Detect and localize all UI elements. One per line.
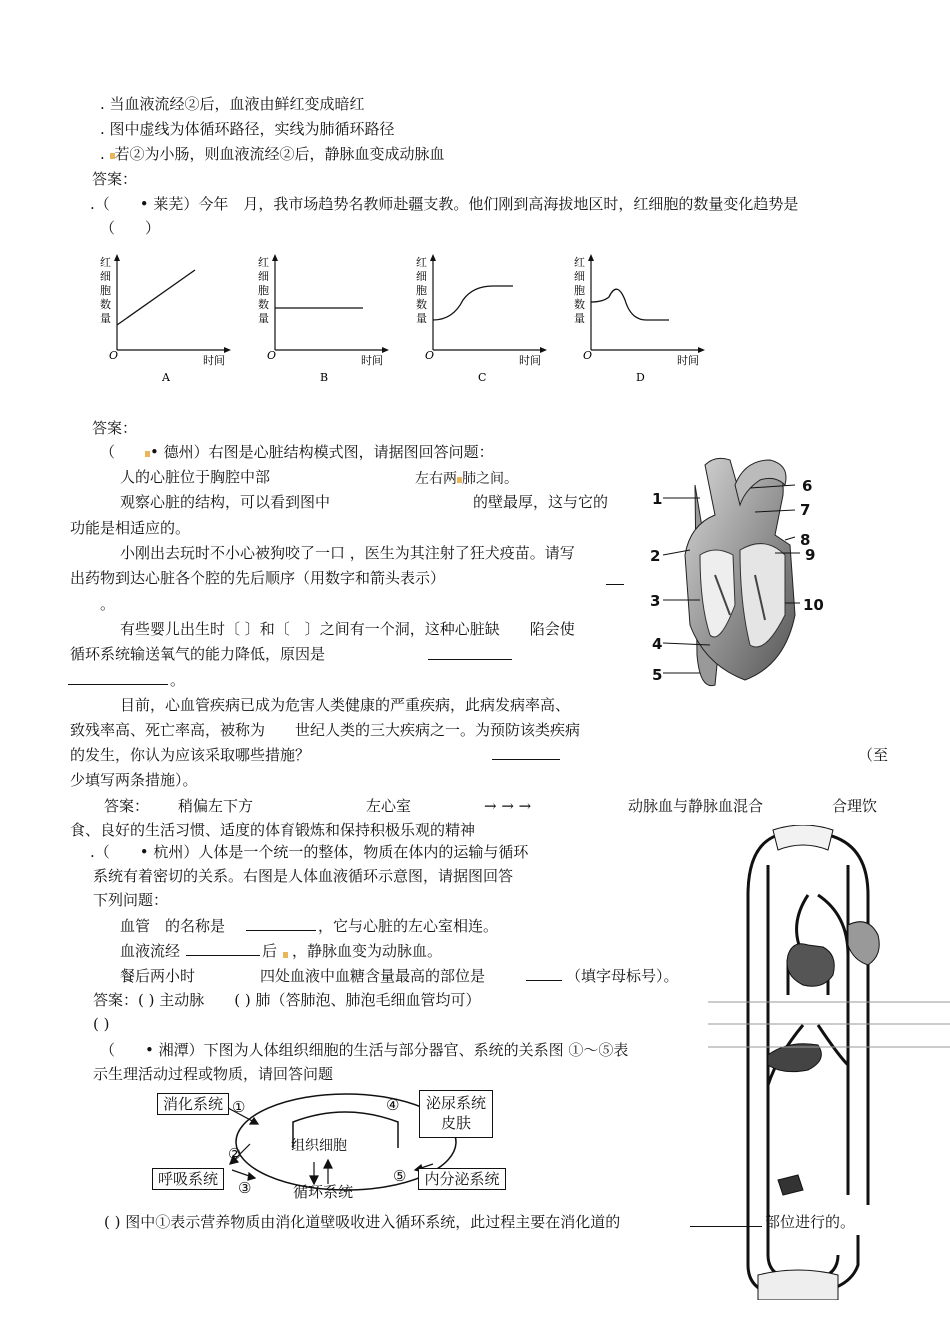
heart-ans4: 动脉血与静脉血混合 — [628, 797, 764, 815]
y-label-char: 数 — [574, 298, 585, 311]
heart-s5b: 致残率高、死亡率高，被称为 世纪人类的三大疾病之一。为预防该类疾病 — [70, 721, 581, 739]
num-1: ① — [232, 1098, 246, 1116]
heart-label-3: 3 — [650, 592, 661, 610]
heart-ans6: 食、良好的生活习惯、适度的体育锻炼和保持积极乐观的精神 — [70, 821, 476, 839]
heart-s3b: 出药物到达心脏各个腔的先后顺序（用数字和箭头表示） — [70, 569, 446, 587]
y-label-char: 红 — [258, 256, 269, 269]
x-label: 时间 — [519, 354, 541, 367]
num-4: ④ — [386, 1096, 400, 1114]
q-altitude-line2: （ ） — [100, 219, 161, 237]
num-2: ② — [228, 1145, 242, 1163]
y-label-char: 红 — [100, 256, 111, 269]
heart-s4b: 循环系统输送氧气的能力降低，原因是 — [70, 645, 326, 663]
y-label-char: 细 — [100, 270, 111, 283]
heart-s1a: 人的心脏位于胸腔中部 — [120, 468, 271, 486]
origin-label: O — [425, 349, 435, 362]
graph-c — [416, 254, 547, 384]
circ-ans: 答案：( ) 主动脉 ( ) 肺（答肺泡、肺泡毛细血管均可） — [93, 991, 481, 1009]
blank-site-2[interactable] — [690, 1210, 762, 1227]
y-label-char: 红 — [416, 256, 427, 269]
answer-label-2: 答案： — [92, 419, 138, 437]
heart-s2a: 观察心脏的结构，可以看到图中 — [120, 493, 331, 511]
heart-s5c: 的发生，你认为应该采取哪些措施？ — [70, 746, 311, 764]
blank-organ[interactable] — [186, 939, 260, 956]
heart-s3c: 。 — [100, 595, 116, 613]
num-3: ③ — [238, 1179, 252, 1197]
q-heart-intro: （ • 德州）右图是心脏结构模式图，请据图回答问题： — [100, 443, 494, 461]
blank-measures[interactable] — [492, 743, 560, 760]
heart-s5d: （至 — [858, 746, 889, 764]
heart-ans5: 合理饮 — [832, 797, 878, 815]
graph-d — [574, 254, 705, 384]
blank-reason-2[interactable] — [68, 668, 168, 685]
graph-a — [100, 254, 231, 384]
y-label-char: 数 — [416, 298, 427, 311]
y-label-char: 数 — [258, 298, 269, 311]
blank-vessel[interactable] — [246, 914, 316, 931]
graph-label: C — [478, 371, 487, 384]
circ-s1b: ，它与心脏的左心室相连。 — [318, 917, 499, 935]
y-label-char: 胞 — [574, 284, 585, 297]
trend-line — [433, 286, 513, 320]
cell-label: 组织细胞 — [291, 1138, 347, 1154]
heart-label-4: 4 — [652, 635, 663, 653]
heart-ans1: 稍偏左下方 — [178, 797, 254, 815]
origin-label: O — [267, 349, 277, 362]
cell-q1a: ( ) 图中①表示营养物质由消化道壁吸收进入循环系统，此过程主要在消化道的 — [104, 1213, 621, 1231]
heart-diagram — [645, 455, 825, 695]
heart-s3a: 小刚出去玩时不小心被狗咬了一口 ，医生为其注射了狂犬疫苗。请写 — [120, 544, 575, 562]
graph-label: B — [320, 371, 329, 384]
box-endocrine: 内分泌系统 — [418, 1168, 506, 1190]
y-label-char: 量 — [258, 312, 269, 325]
heart-s4c: 。 — [170, 671, 186, 689]
origin-label: O — [109, 349, 119, 362]
y-label-char: 量 — [416, 312, 427, 325]
q-cell-intro: （ • 湘潭）下图为人体组织细胞的生活与部分器官、系统的关系图 ①～⑤表 — [100, 1041, 629, 1059]
circ-paren: ( ) — [93, 1015, 110, 1033]
heart-s5e: 少填写两条措施）。 — [70, 771, 198, 789]
q-circ-line3: 下列问题： — [93, 891, 169, 909]
heart-label-1: 1 — [652, 490, 663, 508]
option-b: . 当血液流经②后，血液由鲜红变成暗红 — [100, 95, 365, 113]
graph-b — [258, 254, 389, 384]
heart-label-9: 9 — [805, 546, 816, 564]
heart-label-2: 2 — [650, 547, 661, 565]
heart-ans3: → → → — [484, 797, 532, 815]
q-circ-line2: 系统有着密切的关系。右图是人体血液循环示意图，请据图回答 — [93, 867, 514, 885]
heart-s2b: 的壁最厚，这与它的 — [473, 493, 609, 511]
heart-label-6: 6 — [802, 477, 813, 495]
circ-s1a: 血管 的名称是 — [120, 917, 226, 935]
heart-label-10: 10 — [803, 596, 824, 614]
y-label-char: 数 — [100, 298, 111, 311]
box-urinary: 泌尿系统 皮肤 — [419, 1090, 493, 1138]
x-label: 时间 — [361, 354, 383, 367]
heart-s4a: 有些婴儿出生时〔 〕和〔 〕之间有一个洞，这种心脏缺 陷会使 — [120, 620, 575, 638]
heart-s2c: 功能是相适应的。 — [70, 519, 191, 537]
q-altitude-line1: .（ • 莱芜）今年 月，我市场趋势名教师赴疆支教。他们刚到高海拔地区时，红细胞的数量变化趋势是 — [90, 195, 799, 213]
y-label-char: 细 — [416, 270, 427, 283]
blank-order[interactable] — [606, 568, 624, 585]
x-label: 时间 — [677, 354, 699, 367]
cell-q1b: 部位进行的。 — [765, 1213, 856, 1231]
box-digestive: 消化系统 — [157, 1093, 229, 1115]
mark-icon — [283, 952, 288, 958]
num-5: ⑤ — [393, 1167, 407, 1185]
circ-s3c: （填字母标号）。 — [566, 967, 679, 985]
graph-label: D — [636, 371, 645, 384]
origin-label: O — [583, 349, 593, 362]
y-label-char: 细 — [258, 270, 269, 283]
circ-s3a: 餐后两小时 — [120, 967, 196, 985]
y-label-char: 量 — [100, 312, 111, 325]
q-cell-intro2: 示生理活动过程或物质，请回答问题 — [93, 1065, 334, 1083]
y-label-char: 胞 — [100, 284, 111, 297]
heart-ans-label: 答案： — [104, 797, 150, 815]
y-label-char: 胞 — [258, 284, 269, 297]
graph-label: A — [162, 371, 170, 384]
option-c: . 图中虚线为体循环路径，实线为肺循环路径 — [100, 120, 395, 138]
trend-line — [117, 270, 195, 325]
box-respiratory: 呼吸系统 — [152, 1168, 224, 1190]
heart-s1b: 左右两 肺之间。 — [415, 471, 518, 487]
circ-system-label: 循环系统 — [293, 1183, 354, 1201]
heart-label-7: 7 — [800, 501, 811, 519]
heart-s5a: 目前，心血管疾病已成为危害人类健康的严重疾病，此病发病率高、 — [120, 696, 571, 714]
heart-ans2: 左心室 — [366, 797, 412, 815]
circ-s3b: 四处血液中血糖含量最高的部位是 — [260, 967, 486, 985]
y-label-char: 细 — [574, 270, 585, 283]
y-label-char: 胞 — [416, 284, 427, 297]
option-d: . 若②为小肠，则血液流经②后，静脉血变成动脉血 — [100, 145, 445, 163]
blank-site[interactable] — [526, 964, 562, 981]
heart-label-5: 5 — [652, 666, 663, 684]
heart-label-8: 8 — [800, 531, 811, 549]
circ-s2b: 后 — [262, 942, 278, 960]
trend-line — [591, 289, 669, 320]
blank-reason[interactable] — [428, 643, 512, 660]
y-label-char: 量 — [574, 312, 585, 325]
x-label: 时间 — [203, 354, 225, 367]
y-label-char: 红 — [574, 256, 585, 269]
q-circ-line1: .（ • 杭州）人体是一个统一的整体，物质在体内的运输与循环 — [90, 843, 529, 861]
answer-label: 答案： — [92, 170, 138, 188]
circ-s2a: 血液流经 — [120, 942, 181, 960]
circ-s2c: ，静脉血变为动脉血。 — [292, 942, 443, 960]
rbc-graphs — [95, 250, 705, 390]
